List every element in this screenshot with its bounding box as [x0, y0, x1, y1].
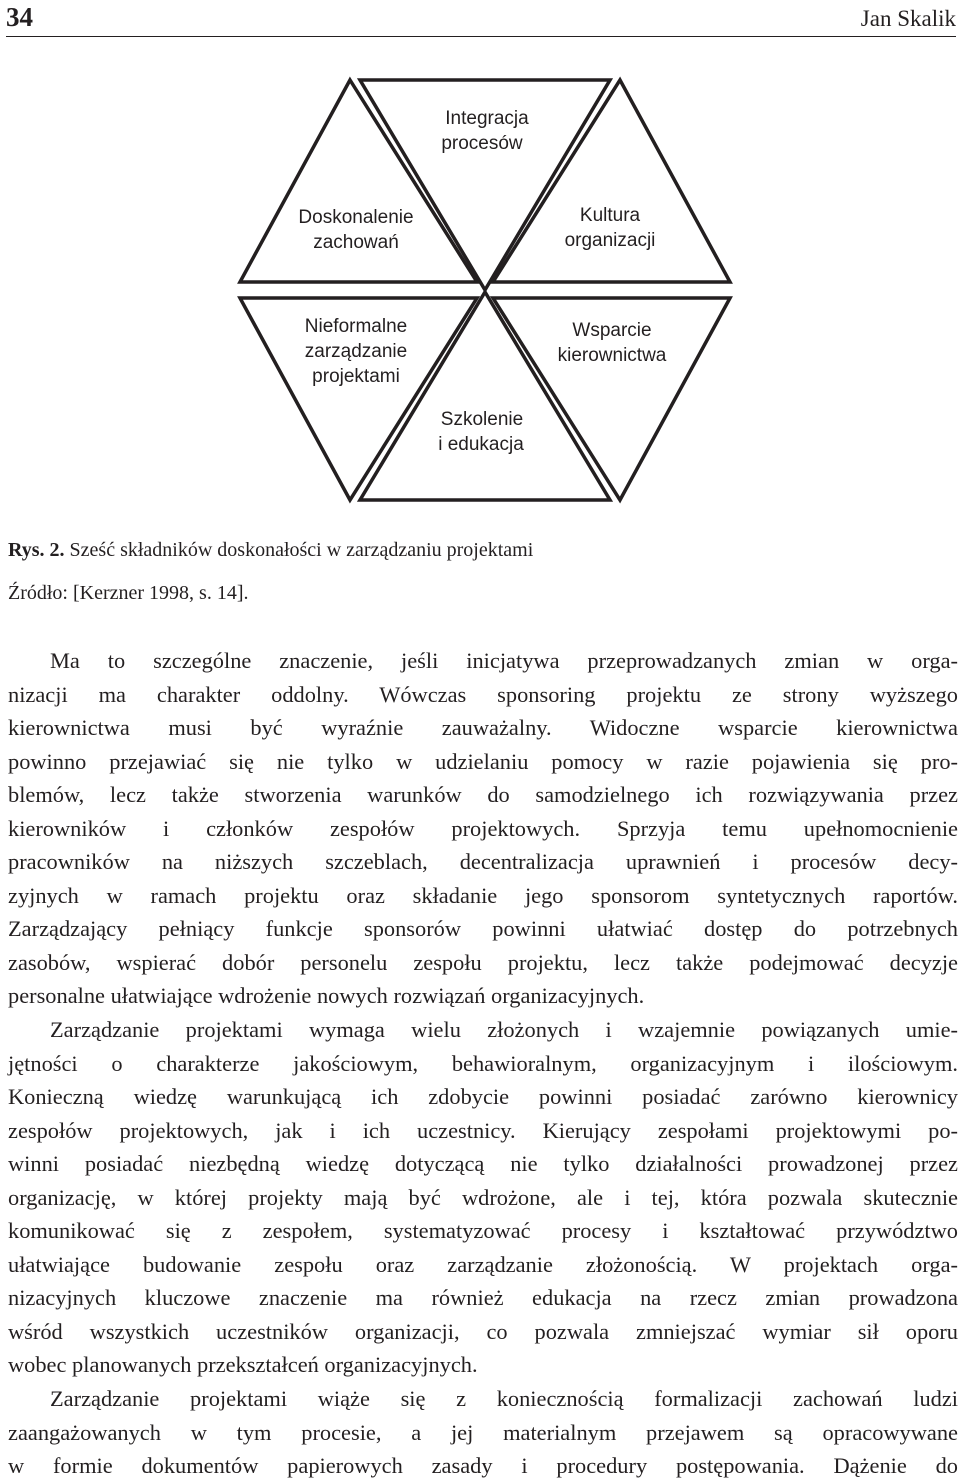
text-line: organizację, w której projekty mają być wdrożone, ale i tej, która pozwala skutecznie: [8, 1184, 958, 1210]
text-line: kierownictwa musi być wyraźnie zauważalny. Widoczne wsparcie kierownictwa: [8, 715, 958, 741]
text-line: Zarządzanie projektami wymaga wielu złożonych i wzajemnie powiązanych umie-: [50, 1017, 958, 1043]
text-line: zyjnych w ramach projektu oraz składanie jego sponsorom syntetycznych raportów.: [8, 882, 958, 908]
text-line: powinno przejawiać się nie tylko w udzielaniu pomocy w razie pojawienia się pro-: [8, 748, 958, 774]
label-lower-right-2: kierownictwa: [557, 345, 667, 366]
text-line: Zarządzanie projektami wiąże się z koniecznością formalizacji zachowań ludzi: [50, 1386, 958, 1412]
text-line: Konieczną wiedzę warunkującą ich zdobycie powinni posiadać zarówno kierownicy: [8, 1084, 958, 1110]
text-line: jętności o charakterze jakościowym, behawioralnym, organizacyjnym i ilościowym.: [8, 1050, 958, 1076]
text-line: wobec planowanych przekształceń organizacyjnych.: [8, 1352, 478, 1378]
caption-label: Rys. 2.: [8, 539, 65, 561]
hexagon-svg: [225, 70, 745, 510]
text-line: wśród wszystkich uczestników organizacji, co pozwala zmniejszać wymiar sił oporu: [8, 1318, 958, 1344]
text-line: Zarządzający pełniący funkcje sponsorów powinni ułatwiać dostęp do potrzebnych: [8, 916, 958, 942]
text-line: personalne ułatwiające wdrożenie nowych rozwiązań organizacyjnych.: [8, 983, 645, 1009]
body-text: [8, 644, 958, 1483]
text-line: nizacji ma charakter oddolny. Wówczas sponsoring projektu ze strony wyższego: [8, 681, 958, 707]
text-line: zaangażowanych w tym procesie, a jej materialnym przejawem są opracowywane: [8, 1419, 958, 1445]
label-upper-left-1: Doskonalenie: [298, 207, 414, 228]
caption-text: Sześć składników doskonałości w zarządzaniu projektami: [69, 539, 534, 561]
text-line: zasobów, wspierać dobór personelu zespołu projektu, lecz także podejmować decyzje: [8, 949, 958, 975]
label-upper-left-2: zachowań: [313, 232, 399, 253]
figure-source: Źródło: [Kerzner 1998, s. 14].: [8, 582, 249, 604]
hexagon-diagram: [225, 70, 745, 510]
label-bottom-2: i edukacja: [438, 434, 524, 455]
label-top-2: procesów: [441, 133, 523, 154]
running-header-author: Jan Skalik: [860, 6, 956, 31]
text-line: zespołów projektowych, jak i ich uczestnicy. Kierujący zespołami projektowymi po-: [8, 1117, 958, 1143]
text-line: nizacyjnych kluczowe znaczenie ma również edukacja na rzecz zmian prowadzona: [8, 1285, 958, 1311]
text-line: kierowników i członków zespołów projektowych. Sprzyja temu upełnomocnienie: [8, 815, 958, 841]
label-lower-left-2: zarządzanie: [304, 341, 408, 362]
label-top-1: Integracja: [445, 108, 529, 129]
page-header: [6, 0, 956, 37]
text-line: Ma to szczególne znaczenie, jeśli inicjatywa przeprowadzanych zmian w orga-: [50, 648, 958, 673]
label-lower-left-3: projektami: [312, 366, 400, 387]
label-upper-right-2: organizacji: [564, 230, 656, 251]
text-line: w formie dokumentów papierowych zasady i procedury postępowania. Dążenie do: [8, 1453, 958, 1479]
figure-caption: [8, 537, 533, 563]
text-line: blemów, lecz także stworzenia warunków do samodzielnego ich rozwiązywania przez: [8, 782, 958, 808]
text-line: komunikować się z zespołem, systematyzować procesy i kształtować przywództwo: [8, 1218, 958, 1244]
page-number: 34: [6, 2, 33, 32]
text-line: ułatwiające budowanie zespołu oraz zarządzanie złożonością. W projektach orga-: [8, 1251, 958, 1277]
label-bottom-1: Szkolenie: [440, 409, 524, 430]
label-upper-right-1: Kultura: [579, 205, 641, 226]
text-line: pracowników na niższych szczeblach, decentralizacja uprawnień i procesów decy-: [8, 849, 958, 875]
label-lower-right-1: Wsparcie: [572, 320, 652, 341]
text-line: winni posiadać niezbędną wiedzę dotyczącą nie tylko działalności prowadzonej przez: [8, 1151, 958, 1177]
label-lower-left-1: Nieformalne: [304, 316, 408, 337]
